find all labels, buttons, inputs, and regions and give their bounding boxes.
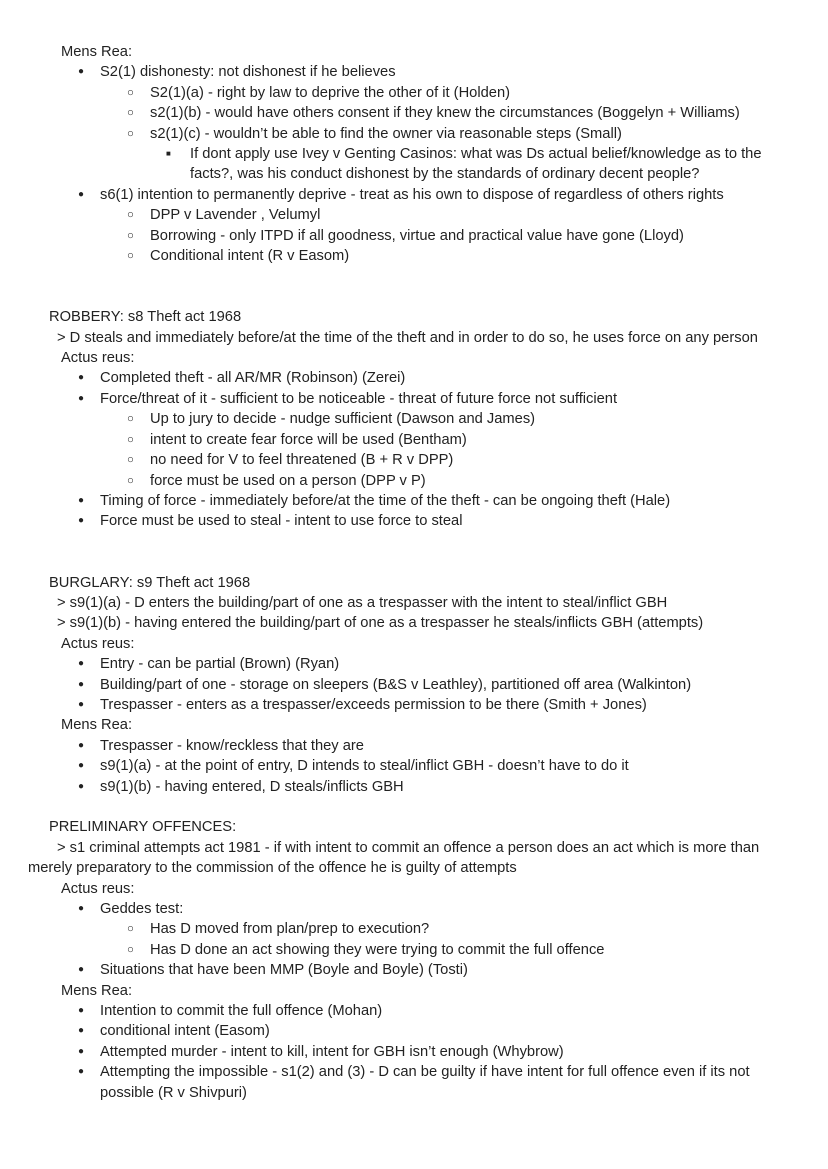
line-text: DPP v Lavender , Velumyl bbox=[150, 207, 321, 224]
blank-line bbox=[28, 532, 788, 552]
bullet-item-level2 bbox=[28, 83, 788, 103]
bullet-disc-icon: ● bbox=[78, 760, 85, 772]
blank-line bbox=[28, 552, 788, 572]
line-text: Actus reus: bbox=[61, 635, 135, 652]
bullet-item-level2 bbox=[28, 450, 788, 470]
line-text: s9(1)(a) - at the point of entry, D intends to steal/inflict GBH - doesn’t have to do it bbox=[100, 758, 629, 775]
bullet-circle-icon: ○ bbox=[127, 474, 134, 487]
bullet-item-level1 bbox=[28, 368, 788, 388]
subheading bbox=[28, 715, 788, 735]
subheading bbox=[28, 879, 788, 899]
section-header bbox=[28, 817, 788, 837]
bullet-item-level2 bbox=[28, 205, 788, 225]
subheading bbox=[28, 634, 788, 654]
line-text: Attempted murder - intent to kill, intent for GBH isn’t enough (Whybrow) bbox=[100, 1043, 564, 1060]
bullet-circle-icon: ○ bbox=[127, 943, 134, 956]
bullet-disc-icon: ● bbox=[78, 698, 85, 710]
bullet-item-level1 bbox=[28, 62, 788, 82]
subheading bbox=[28, 981, 788, 1001]
blank-line bbox=[28, 797, 788, 817]
line-text: conditional intent (Easom) bbox=[100, 1023, 270, 1040]
subheading bbox=[28, 42, 788, 62]
bullet-item-level2 bbox=[28, 103, 788, 123]
blank-line bbox=[28, 287, 788, 307]
bullet-item-level1 bbox=[28, 511, 788, 531]
bullet-item-level1 bbox=[28, 389, 788, 409]
bullet-item-level1 bbox=[28, 185, 788, 205]
bullet-circle-icon: ○ bbox=[127, 433, 134, 446]
line-text: Actus reus: bbox=[61, 880, 135, 897]
bullet-disc-icon: ● bbox=[78, 658, 85, 670]
bullet-item-level2 bbox=[28, 226, 788, 246]
bullet-item-level2 bbox=[28, 409, 788, 429]
line-text: S2(1) dishonesty: not dishonest if he believes bbox=[100, 64, 396, 81]
line-text: Mens Rea: bbox=[61, 717, 133, 734]
bullet-disc-icon: ● bbox=[78, 1025, 85, 1037]
bullet-item-level1 bbox=[28, 695, 788, 715]
bullet-disc-icon: ● bbox=[78, 678, 85, 690]
line-text: intent to create fear force will be used (Bentham) bbox=[150, 431, 467, 448]
bullet-item-level1 bbox=[28, 654, 788, 674]
rule-text bbox=[28, 613, 788, 633]
bullet-circle-icon: ○ bbox=[127, 250, 134, 263]
section-theft-mens-rea bbox=[28, 42, 788, 307]
bullet-circle-icon: ○ bbox=[127, 86, 134, 99]
bullet-disc-icon: ● bbox=[78, 1066, 85, 1078]
bullet-item-level1 bbox=[28, 736, 788, 756]
section-burglary bbox=[28, 573, 788, 818]
bullet-disc-icon: ● bbox=[78, 392, 85, 404]
line-text: Completed theft - all AR/MR (Robinson) (Zerei) bbox=[100, 370, 406, 387]
section-header bbox=[28, 307, 788, 327]
line-text: Has D moved from plan/prep to execution? bbox=[150, 921, 430, 938]
bullet-circle-icon: ○ bbox=[127, 923, 134, 936]
line-text: Geddes test: bbox=[100, 900, 184, 917]
line-text: Mens Rea: bbox=[61, 982, 133, 999]
bullet-item-level2 bbox=[28, 246, 788, 266]
rule-text bbox=[28, 838, 788, 879]
bullet-item-level2 bbox=[28, 430, 788, 450]
bullet-disc-icon: ● bbox=[78, 494, 85, 506]
bullet-item-level2 bbox=[28, 940, 788, 960]
line-text: > s1 criminal attempts act 1981 - if with intent to commit an offence a person does an act which is more than merely preparatory to the commission of the offence he is guilty of attempts bbox=[28, 839, 760, 877]
bullet-circle-icon: ○ bbox=[127, 454, 134, 467]
line-text: Conditional intent (R v Easom) bbox=[150, 248, 350, 265]
line-text: Attempting the impossible - s1(2) and (3) - D can be guilty if have intent for full offence even if its not possible (R v Shivpuri) bbox=[100, 1064, 750, 1101]
bullet-square-icon: ■ bbox=[166, 149, 171, 159]
bullet-item-level1 bbox=[28, 899, 788, 919]
line-text: PRELIMINARY OFFENCES: bbox=[49, 819, 237, 836]
bullet-item-level1 bbox=[28, 777, 788, 797]
bullet-disc-icon: ● bbox=[78, 515, 85, 527]
bullet-disc-icon: ● bbox=[78, 902, 85, 914]
bullet-circle-icon: ○ bbox=[127, 127, 134, 140]
bullet-item-level1 bbox=[28, 675, 788, 695]
line-text: force must be used on a person (DPP v P) bbox=[150, 472, 426, 489]
line-text: s6(1) intention to permanently deprive - treat as his own to dispose of regardless of others rights bbox=[100, 186, 724, 203]
line-text: Situations that have been MMP (Boyle and Boyle) (Tosti) bbox=[100, 962, 468, 979]
line-text: s9(1)(b) - having entered, D steals/inflicts GBH bbox=[100, 778, 404, 795]
line-text: s2(1)(c) - wouldn’t be able to find the owner via reasonable steps (Small) bbox=[150, 125, 622, 142]
line-text: no need for V to feel threatened (B + R v DPP) bbox=[150, 452, 454, 469]
line-text: > s9(1)(b) - having entered the building/part of one as a trespasser he steals/inflicts GBH (attempts) bbox=[57, 615, 704, 632]
section-robbery bbox=[28, 307, 788, 572]
line-text: BURGLARY: s9 Theft act 1968 bbox=[49, 574, 251, 591]
line-text: > s9(1)(a) - D enters the building/part of one as a trespasser with the intent to steal/inflict GBH bbox=[57, 594, 668, 611]
bullet-circle-icon: ○ bbox=[127, 413, 134, 426]
rule-text bbox=[28, 593, 788, 613]
bullet-item-level1 bbox=[28, 491, 788, 511]
bullet-item-level1 bbox=[28, 756, 788, 776]
bullet-item-level1 bbox=[28, 1021, 788, 1041]
bullet-circle-icon: ○ bbox=[127, 107, 134, 120]
line-text: Has D done an act showing they were trying to commit the full offence bbox=[150, 941, 605, 958]
bullet-disc-icon: ● bbox=[78, 739, 85, 751]
bullet-disc-icon: ● bbox=[78, 372, 85, 384]
line-text: Actus reus: bbox=[61, 350, 135, 367]
bullet-disc-icon: ● bbox=[78, 1005, 85, 1017]
bullet-item-level2 bbox=[28, 919, 788, 939]
bullet-item-level1 bbox=[28, 1001, 788, 1021]
bullet-item-level1 bbox=[28, 960, 788, 980]
bullet-item-level1 bbox=[28, 1042, 788, 1062]
line-text: Building/part of one - storage on sleepers (B&S v Leathley), partitioned off area (Walkinton) bbox=[100, 676, 692, 693]
line-text: ROBBERY: s8 Theft act 1968 bbox=[49, 309, 242, 326]
blank-line bbox=[28, 266, 788, 286]
bullet-circle-icon: ○ bbox=[127, 209, 134, 222]
bullet-disc-icon: ● bbox=[78, 1045, 85, 1057]
section-header bbox=[28, 573, 788, 593]
line-text: Force must be used to steal - intent to use force to steal bbox=[100, 513, 463, 530]
bullet-item-level3 bbox=[28, 144, 788, 185]
rule-text bbox=[28, 328, 788, 348]
line-text: Mens Rea: bbox=[61, 44, 133, 60]
bullet-disc-icon: ● bbox=[78, 780, 85, 792]
bullet-disc-icon: ● bbox=[78, 964, 85, 976]
line-text: Intention to commit the full offence (Mohan) bbox=[100, 1003, 383, 1020]
line-text: Entry - can be partial (Brown) (Ryan) bbox=[100, 656, 340, 673]
line-text: Trespasser - know/reckless that they are bbox=[100, 737, 364, 754]
line-text: Borrowing - only ITPD if all goodness, virtue and practical value have gone (Lloyd) bbox=[150, 227, 684, 244]
bullet-item-level1 bbox=[28, 1062, 788, 1103]
line-text: Force/threat of it - sufficient to be noticeable - threat of future force not sufficient bbox=[100, 390, 618, 407]
subheading bbox=[28, 348, 788, 368]
line-text: s2(1)(b) - would have others consent if they knew the circumstances (Boggelyn + Williams) bbox=[150, 105, 740, 122]
bullet-item-level2 bbox=[28, 124, 788, 144]
line-text: S2(1)(a) - right by law to deprive the other of it (Holden) bbox=[150, 84, 511, 101]
bullet-circle-icon: ○ bbox=[127, 229, 134, 242]
bullet-disc-icon: ● bbox=[78, 188, 85, 200]
line-text: Timing of force - immediately before/at the time of the theft - can be ongoing theft (Hale) bbox=[100, 492, 671, 509]
line-text: > D steals and immediately before/at the time of the theft and in order to do so, he uses force on any person bbox=[57, 329, 758, 346]
bullet-item-level2 bbox=[28, 471, 788, 491]
section-preliminary-offences bbox=[28, 817, 788, 1103]
line-text: If dont apply use Ivey v Genting Casinos: what was Ds actual belief/knowledge as to the facts?, was his conduct dishonest by the standards of ordinary decent people? bbox=[190, 146, 762, 183]
bullet-disc-icon: ● bbox=[78, 66, 85, 78]
line-text: Trespasser - enters as a trespasser/exceeds permission to be there (Smith + Jones) bbox=[100, 696, 647, 713]
line-text: Up to jury to decide - nudge sufficient (Dawson and James) bbox=[150, 411, 536, 428]
